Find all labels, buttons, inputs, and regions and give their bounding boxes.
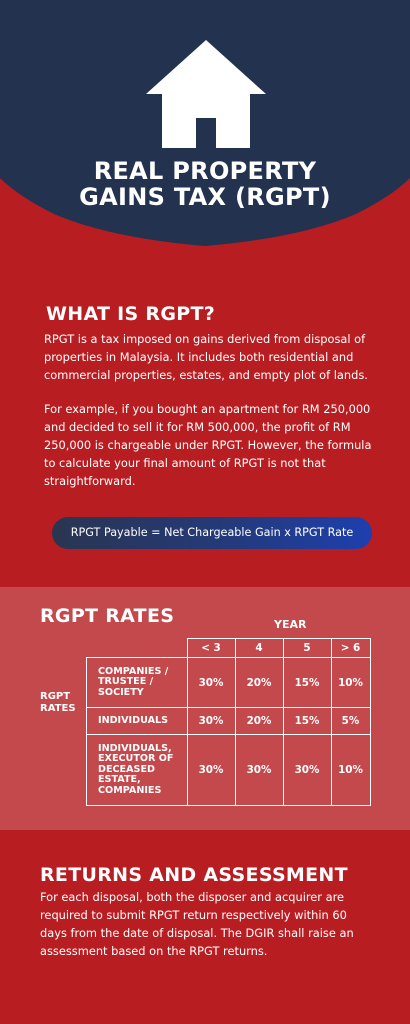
page-title xyxy=(0,158,410,210)
rates-table-header-row xyxy=(87,639,371,658)
rate-cell: 15% xyxy=(283,658,331,708)
column-header: 4 xyxy=(235,639,283,658)
rate-cell: 5% xyxy=(331,708,370,735)
rates-table-corner xyxy=(87,639,188,658)
rate-cell: 30% xyxy=(283,735,331,806)
what-is-paragraph-1: RPGT is a tax imposed on gains derived from disposal of properties in Malaysia. It includes both residential and commercial properties, estates, and empty plot of lands. xyxy=(44,332,368,382)
rate-cell: 20% xyxy=(235,708,283,735)
rates-side-label: RGPT RATES xyxy=(40,691,76,714)
what-is-paragraph-2: For example, if you bought an apartment for RM 250,000 and decided to sell it for RM 500,000, the profit of RM 250,000 is chargeable under RPGT. However, the formula to calculate your final amount of RPGT is not that straightforward. xyxy=(44,402,372,488)
rate-cell: 30% xyxy=(187,708,235,735)
column-header: < 3 xyxy=(187,639,235,658)
rate-cell: 10% xyxy=(331,735,370,806)
returns-heading: RETURNS AND ASSESSMENT xyxy=(40,864,348,886)
formula-pill: RPGT Payable = Net Chargeable Gain x RPGT Rate xyxy=(52,517,372,549)
table-row xyxy=(87,708,371,735)
row-category: INDIVIDUALS, EXECUTOR OF DECEASED ESTATE, COMPANIES xyxy=(87,735,188,806)
rate-cell: 10% xyxy=(331,658,370,708)
row-category: INDIVIDUALS xyxy=(87,708,188,735)
title-line-1: REAL PROPERTY xyxy=(93,157,317,185)
rate-cell: 30% xyxy=(235,735,283,806)
column-header: 5 xyxy=(283,639,331,658)
rate-cell: 20% xyxy=(235,658,283,708)
row-category: COMPANIES / TRUSTEE / SOCIETY xyxy=(87,658,188,708)
rate-cell: 15% xyxy=(283,708,331,735)
title-line-2: GAINS TAX (RGPT) xyxy=(79,183,331,211)
table-row xyxy=(87,658,371,708)
year-label: YEAR xyxy=(274,618,307,631)
rate-cell: 30% xyxy=(187,658,235,708)
house-icon xyxy=(146,40,266,148)
rate-cell: 30% xyxy=(187,735,235,806)
returns-paragraph: For each disposal, both the disposer and acquirer are required to submit RPGT return respectively within 60 days from the date of disposal. The DGIR shall raise an assessment based on the RPGT returns. xyxy=(40,890,354,958)
table-row xyxy=(87,735,371,806)
rates-heading: RGPT RATES xyxy=(40,605,175,627)
rates-table xyxy=(86,638,371,806)
what-is-heading: WHAT IS RGPT? xyxy=(46,303,216,325)
column-header: > 6 xyxy=(331,639,370,658)
